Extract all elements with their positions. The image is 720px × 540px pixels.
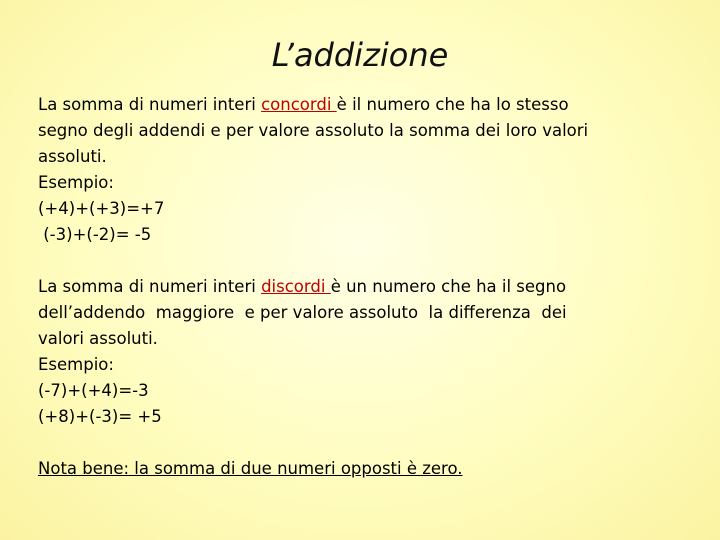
discordi-line-3: valori assoluti. (38, 329, 158, 348)
discordi-example-label: Esempio: (38, 355, 114, 374)
concordi-example-label: Esempio: (38, 173, 114, 192)
discordi-line-2: dell’addendo maggiore e per valore assoluto la differenza dei (38, 303, 567, 322)
concordi-keyword: concordi (261, 95, 337, 114)
concordi-line-1 (38, 92, 688, 118)
concordi-example-1: (+4)+(+3)=+7 (38, 199, 165, 218)
discordi-example-1: (-7)+(+4)=-3 (38, 381, 149, 400)
note-text: Nota bene: la somma di due numeri opposti è zero. (38, 459, 463, 478)
concordi-line-2: segno degli addendi e per valore assoluto la somma dei loro valori (38, 121, 589, 140)
paragraph-spacer (38, 248, 688, 274)
concordi-text-pre: La somma di numeri interi (38, 95, 262, 114)
discordi-text-post: è un numero che ha il segno (330, 277, 567, 296)
discordi-example-2: (+8)+(-3)= +5 (38, 407, 162, 426)
discordi-keyword: discordi (261, 277, 331, 296)
discordi-line-1 (38, 274, 688, 300)
slide-content (38, 92, 688, 482)
concordi-text-post: è il numero che ha lo stesso (336, 95, 569, 114)
discordi-paragraph (38, 274, 688, 430)
discordi-text-pre: La somma di numeri interi (38, 277, 262, 296)
concordi-paragraph (38, 92, 688, 248)
page-title: L’addizione (271, 36, 449, 74)
concordi-line-3: assoluti. (38, 147, 107, 166)
concordi-example-2: (-3)+(-2)= -5 (38, 225, 152, 244)
